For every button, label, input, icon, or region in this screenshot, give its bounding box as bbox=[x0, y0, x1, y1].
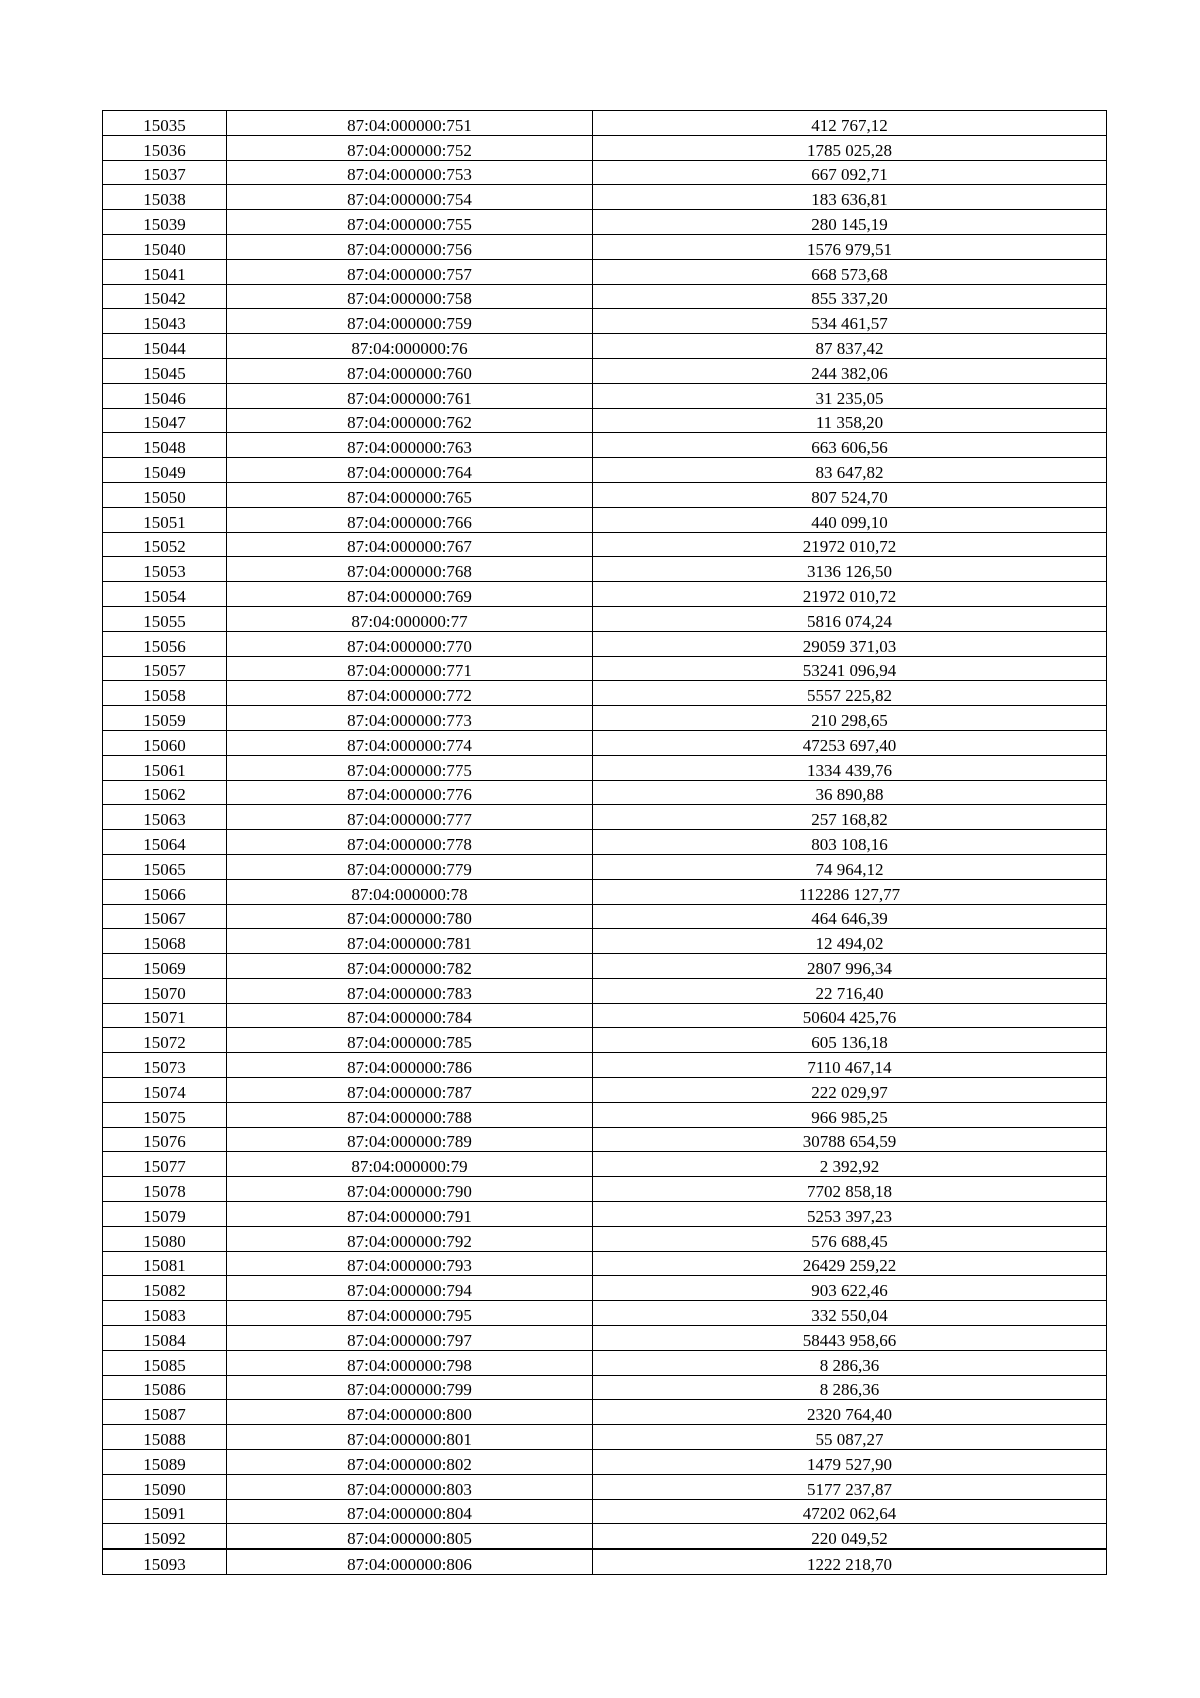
table-row bbox=[103, 111, 1107, 136]
cadastral-value-cell: 21972 010,72 bbox=[593, 532, 1107, 557]
cadastral-value-cell: 87 837,42 bbox=[593, 334, 1107, 359]
row-number-cell: 15067 bbox=[103, 904, 227, 929]
table-row bbox=[103, 334, 1107, 359]
cadastral-number-cell: 87:04:000000:780 bbox=[227, 904, 593, 929]
row-number-cell: 15065 bbox=[103, 854, 227, 879]
cadastral-value-cell: 5253 397,23 bbox=[593, 1202, 1107, 1227]
row-number-cell: 15074 bbox=[103, 1078, 227, 1103]
cadastral-value-cell: 36 890,88 bbox=[593, 780, 1107, 805]
table-row bbox=[103, 904, 1107, 929]
table-row bbox=[103, 1524, 1107, 1549]
cadastral-number-cell: 87:04:000000:764 bbox=[227, 458, 593, 483]
table-row bbox=[103, 978, 1107, 1003]
cadastral-value-cell: 8 286,36 bbox=[593, 1350, 1107, 1375]
row-number-cell: 15040 bbox=[103, 234, 227, 259]
table-row bbox=[103, 160, 1107, 185]
table-row bbox=[103, 1251, 1107, 1276]
row-number-cell: 15049 bbox=[103, 458, 227, 483]
cadastral-value-cell: 31 235,05 bbox=[593, 383, 1107, 408]
table-row bbox=[103, 879, 1107, 904]
row-number-cell: 15087 bbox=[103, 1400, 227, 1425]
cadastral-number-cell: 87:04:000000:758 bbox=[227, 284, 593, 309]
row-number-cell: 15061 bbox=[103, 755, 227, 780]
row-number-cell: 15082 bbox=[103, 1276, 227, 1301]
cadastral-number-cell: 87:04:000000:775 bbox=[227, 755, 593, 780]
row-number-cell: 15042 bbox=[103, 284, 227, 309]
row-number-cell: 15041 bbox=[103, 259, 227, 284]
cadastral-number-cell: 87:04:000000:773 bbox=[227, 706, 593, 731]
table-row bbox=[103, 557, 1107, 582]
row-number-cell: 15069 bbox=[103, 954, 227, 979]
cadastral-value-cell: 5177 237,87 bbox=[593, 1474, 1107, 1499]
cadastral-value-cell: 47253 697,40 bbox=[593, 730, 1107, 755]
cadastral-value-cell: 22 716,40 bbox=[593, 978, 1107, 1003]
cadastral-value-cell: 210 298,65 bbox=[593, 706, 1107, 731]
row-number-cell: 15045 bbox=[103, 358, 227, 383]
cadastral-number-cell: 87:04:000000:770 bbox=[227, 631, 593, 656]
cadastral-value-cell: 12 494,02 bbox=[593, 929, 1107, 954]
cadastral-value-cell: 332 550,04 bbox=[593, 1301, 1107, 1326]
table-row bbox=[103, 1102, 1107, 1127]
cadastral-value-cell: 855 337,20 bbox=[593, 284, 1107, 309]
cadastral-value-cell: 53241 096,94 bbox=[593, 656, 1107, 681]
cadastral-value-cell: 440 099,10 bbox=[593, 507, 1107, 532]
row-number-cell: 15063 bbox=[103, 805, 227, 830]
row-number-cell: 15073 bbox=[103, 1053, 227, 1078]
cadastral-number-cell: 87:04:000000:803 bbox=[227, 1474, 593, 1499]
cadastral-number-cell: 87:04:000000:769 bbox=[227, 582, 593, 607]
table-row bbox=[103, 309, 1107, 334]
table-row bbox=[103, 681, 1107, 706]
cadastral-number-cell: 87:04:000000:800 bbox=[227, 1400, 593, 1425]
table-row bbox=[103, 259, 1107, 284]
table-row bbox=[103, 433, 1107, 458]
table-row bbox=[103, 408, 1107, 433]
cadastral-value-cell: 29059 371,03 bbox=[593, 631, 1107, 656]
cadastral-number-cell: 87:04:000000:776 bbox=[227, 780, 593, 805]
cadastral-number-cell: 87:04:000000:755 bbox=[227, 210, 593, 235]
row-number-cell: 15048 bbox=[103, 433, 227, 458]
cadastral-value-cell: 21972 010,72 bbox=[593, 582, 1107, 607]
cadastral-value-cell: 1479 527,90 bbox=[593, 1450, 1107, 1475]
row-number-cell: 15046 bbox=[103, 383, 227, 408]
row-number-cell: 15037 bbox=[103, 160, 227, 185]
cadastral-value-cell: 222 029,97 bbox=[593, 1078, 1107, 1103]
row-number-cell: 15090 bbox=[103, 1474, 227, 1499]
cadastral-number-cell: 87:04:000000:79 bbox=[227, 1152, 593, 1177]
table-row bbox=[103, 706, 1107, 731]
cadastral-number-cell: 87:04:000000:785 bbox=[227, 1028, 593, 1053]
cadastral-value-cell: 7702 858,18 bbox=[593, 1177, 1107, 1202]
cadastral-value-cell: 74 964,12 bbox=[593, 854, 1107, 879]
cadastral-number-cell: 87:04:000000:784 bbox=[227, 1003, 593, 1028]
table-row bbox=[103, 929, 1107, 954]
row-number-cell: 15062 bbox=[103, 780, 227, 805]
row-number-cell: 15043 bbox=[103, 309, 227, 334]
table-row bbox=[103, 234, 1107, 259]
cadastral-number-cell: 87:04:000000:78 bbox=[227, 879, 593, 904]
cadastral-value-cell: 244 382,06 bbox=[593, 358, 1107, 383]
row-number-cell: 15068 bbox=[103, 929, 227, 954]
cadastral-number-cell: 87:04:000000:788 bbox=[227, 1102, 593, 1127]
row-number-cell: 15071 bbox=[103, 1003, 227, 1028]
cadastral-number-cell: 87:04:000000:778 bbox=[227, 830, 593, 855]
row-number-cell: 15051 bbox=[103, 507, 227, 532]
cadastral-number-cell: 87:04:000000:756 bbox=[227, 234, 593, 259]
row-number-cell: 15038 bbox=[103, 185, 227, 210]
cadastral-number-cell: 87:04:000000:765 bbox=[227, 482, 593, 507]
table-row bbox=[103, 1276, 1107, 1301]
cadastral-number-cell: 87:04:000000:759 bbox=[227, 309, 593, 334]
table-row bbox=[103, 135, 1107, 160]
table-row bbox=[103, 656, 1107, 681]
cadastral-number-cell: 87:04:000000:777 bbox=[227, 805, 593, 830]
row-number-cell: 15047 bbox=[103, 408, 227, 433]
cadastral-value-cell: 5816 074,24 bbox=[593, 606, 1107, 631]
cadastral-number-cell: 87:04:000000:805 bbox=[227, 1524, 593, 1549]
row-number-cell: 15077 bbox=[103, 1152, 227, 1177]
cadastral-number-cell: 87:04:000000:793 bbox=[227, 1251, 593, 1276]
table-row bbox=[103, 284, 1107, 309]
table-row bbox=[103, 383, 1107, 408]
cadastral-value-cell: 663 606,56 bbox=[593, 433, 1107, 458]
table-row bbox=[103, 185, 1107, 210]
cadastral-number-cell: 87:04:000000:806 bbox=[227, 1549, 593, 1574]
table-row bbox=[103, 805, 1107, 830]
row-number-cell: 15066 bbox=[103, 879, 227, 904]
cadastral-number-cell: 87:04:000000:763 bbox=[227, 433, 593, 458]
cadastral-number-cell: 87:04:000000:783 bbox=[227, 978, 593, 1003]
cadastral-number-cell: 87:04:000000:781 bbox=[227, 929, 593, 954]
cadastral-value-cell: 30788 654,59 bbox=[593, 1127, 1107, 1152]
cadastral-value-cell: 605 136,18 bbox=[593, 1028, 1107, 1053]
cadastral-value-cell: 966 985,25 bbox=[593, 1102, 1107, 1127]
cadastral-number-cell: 87:04:000000:757 bbox=[227, 259, 593, 284]
cadastral-number-cell: 87:04:000000:767 bbox=[227, 532, 593, 557]
cadastral-value-cell: 83 647,82 bbox=[593, 458, 1107, 483]
cadastral-number-cell: 87:04:000000:762 bbox=[227, 408, 593, 433]
row-number-cell: 15076 bbox=[103, 1127, 227, 1152]
cadastral-value-cell: 55 087,27 bbox=[593, 1425, 1107, 1450]
table-row bbox=[103, 1226, 1107, 1251]
table-row bbox=[103, 507, 1107, 532]
table-row bbox=[103, 830, 1107, 855]
row-number-cell: 15083 bbox=[103, 1301, 227, 1326]
row-number-cell: 15088 bbox=[103, 1425, 227, 1450]
table-row bbox=[103, 780, 1107, 805]
table-row bbox=[103, 1425, 1107, 1450]
row-number-cell: 15052 bbox=[103, 532, 227, 557]
cadastral-value-cell: 5557 225,82 bbox=[593, 681, 1107, 706]
cadastral-value-cell: 58443 958,66 bbox=[593, 1326, 1107, 1351]
table-row bbox=[103, 1152, 1107, 1177]
cadastral-value-cell: 280 145,19 bbox=[593, 210, 1107, 235]
cadastral-number-cell: 87:04:000000:791 bbox=[227, 1202, 593, 1227]
row-number-cell: 15039 bbox=[103, 210, 227, 235]
table-row bbox=[103, 755, 1107, 780]
cadastral-number-cell: 87:04:000000:753 bbox=[227, 160, 593, 185]
table-row bbox=[103, 1202, 1107, 1227]
cadastral-value-cell: 257 168,82 bbox=[593, 805, 1107, 830]
table-row bbox=[103, 1127, 1107, 1152]
cadastral-number-cell: 87:04:000000:761 bbox=[227, 383, 593, 408]
row-number-cell: 15050 bbox=[103, 482, 227, 507]
cadastral-value-cell: 807 524,70 bbox=[593, 482, 1107, 507]
cadastral-value-cell: 47202 062,64 bbox=[593, 1499, 1107, 1524]
row-number-cell: 15059 bbox=[103, 706, 227, 731]
row-number-cell: 15079 bbox=[103, 1202, 227, 1227]
row-number-cell: 15091 bbox=[103, 1499, 227, 1524]
cadastral-value-cell: 50604 425,76 bbox=[593, 1003, 1107, 1028]
cadastral-number-cell: 87:04:000000:797 bbox=[227, 1326, 593, 1351]
table-row bbox=[103, 532, 1107, 557]
cadastral-number-cell: 87:04:000000:794 bbox=[227, 1276, 593, 1301]
table-row bbox=[103, 1350, 1107, 1375]
table-row bbox=[103, 1028, 1107, 1053]
cadastral-number-cell: 87:04:000000:799 bbox=[227, 1375, 593, 1400]
table-row bbox=[103, 582, 1107, 607]
cadastral-value-cell: 576 688,45 bbox=[593, 1226, 1107, 1251]
table-row bbox=[103, 1549, 1107, 1574]
row-number-cell: 15036 bbox=[103, 135, 227, 160]
table-row bbox=[103, 854, 1107, 879]
cadastral-number-cell: 87:04:000000:779 bbox=[227, 854, 593, 879]
cadastral-number-cell: 87:04:000000:760 bbox=[227, 358, 593, 383]
row-number-cell: 15075 bbox=[103, 1102, 227, 1127]
cadastral-value-table bbox=[102, 110, 1107, 1575]
cadastral-number-cell: 87:04:000000:802 bbox=[227, 1450, 593, 1475]
cadastral-number-cell: 87:04:000000:768 bbox=[227, 557, 593, 582]
row-number-cell: 15060 bbox=[103, 730, 227, 755]
table-row bbox=[103, 1499, 1107, 1524]
cadastral-number-cell: 87:04:000000:772 bbox=[227, 681, 593, 706]
row-number-cell: 15053 bbox=[103, 557, 227, 582]
cadastral-number-cell: 87:04:000000:774 bbox=[227, 730, 593, 755]
cadastral-number-cell: 87:04:000000:795 bbox=[227, 1301, 593, 1326]
cadastral-number-cell: 87:04:000000:782 bbox=[227, 954, 593, 979]
cadastral-value-cell: 534 461,57 bbox=[593, 309, 1107, 334]
table-row bbox=[103, 358, 1107, 383]
table-row bbox=[103, 730, 1107, 755]
cadastral-number-cell: 87:04:000000:786 bbox=[227, 1053, 593, 1078]
row-number-cell: 15058 bbox=[103, 681, 227, 706]
cadastral-value-cell: 1222 218,70 bbox=[593, 1549, 1107, 1574]
cadastral-value-cell: 668 573,68 bbox=[593, 259, 1107, 284]
row-number-cell: 15086 bbox=[103, 1375, 227, 1400]
row-number-cell: 15070 bbox=[103, 978, 227, 1003]
table-body bbox=[103, 111, 1107, 1575]
table-row bbox=[103, 210, 1107, 235]
cadastral-value-cell: 183 636,81 bbox=[593, 185, 1107, 210]
table-row bbox=[103, 1078, 1107, 1103]
row-number-cell: 15072 bbox=[103, 1028, 227, 1053]
table-row bbox=[103, 482, 1107, 507]
cadastral-value-cell: 26429 259,22 bbox=[593, 1251, 1107, 1276]
cadastral-value-cell: 2 392,92 bbox=[593, 1152, 1107, 1177]
row-number-cell: 15080 bbox=[103, 1226, 227, 1251]
table-row bbox=[103, 631, 1107, 656]
cadastral-number-cell: 87:04:000000:76 bbox=[227, 334, 593, 359]
table-row bbox=[103, 1400, 1107, 1425]
row-number-cell: 15078 bbox=[103, 1177, 227, 1202]
cadastral-number-cell: 87:04:000000:751 bbox=[227, 111, 593, 136]
cadastral-value-cell: 1785 025,28 bbox=[593, 135, 1107, 160]
cadastral-value-cell: 220 049,52 bbox=[593, 1524, 1107, 1549]
cadastral-number-cell: 87:04:000000:771 bbox=[227, 656, 593, 681]
cadastral-value-cell: 1334 439,76 bbox=[593, 755, 1107, 780]
cadastral-value-cell: 2807 996,34 bbox=[593, 954, 1107, 979]
row-number-cell: 15092 bbox=[103, 1524, 227, 1549]
cadastral-number-cell: 87:04:000000:790 bbox=[227, 1177, 593, 1202]
row-number-cell: 15054 bbox=[103, 582, 227, 607]
table-row bbox=[103, 1326, 1107, 1351]
table-row bbox=[103, 1301, 1107, 1326]
table-row bbox=[103, 606, 1107, 631]
row-number-cell: 15044 bbox=[103, 334, 227, 359]
cadastral-value-cell: 7110 467,14 bbox=[593, 1053, 1107, 1078]
cadastral-value-cell: 112286 127,77 bbox=[593, 879, 1107, 904]
table-row bbox=[103, 1375, 1107, 1400]
row-number-cell: 15085 bbox=[103, 1350, 227, 1375]
cadastral-value-cell: 8 286,36 bbox=[593, 1375, 1107, 1400]
cadastral-value-cell: 1576 979,51 bbox=[593, 234, 1107, 259]
cadastral-value-cell: 903 622,46 bbox=[593, 1276, 1107, 1301]
row-number-cell: 15064 bbox=[103, 830, 227, 855]
cadastral-value-cell: 412 767,12 bbox=[593, 111, 1107, 136]
table-row bbox=[103, 1450, 1107, 1475]
row-number-cell: 15035 bbox=[103, 111, 227, 136]
cadastral-number-cell: 87:04:000000:77 bbox=[227, 606, 593, 631]
cadastral-number-cell: 87:04:000000:752 bbox=[227, 135, 593, 160]
cadastral-value-cell: 11 358,20 bbox=[593, 408, 1107, 433]
row-number-cell: 15056 bbox=[103, 631, 227, 656]
cadastral-number-cell: 87:04:000000:789 bbox=[227, 1127, 593, 1152]
cadastral-number-cell: 87:04:000000:798 bbox=[227, 1350, 593, 1375]
cadastral-number-cell: 87:04:000000:754 bbox=[227, 185, 593, 210]
table-row bbox=[103, 1003, 1107, 1028]
cadastral-value-cell: 464 646,39 bbox=[593, 904, 1107, 929]
row-number-cell: 15081 bbox=[103, 1251, 227, 1276]
table-row bbox=[103, 1053, 1107, 1078]
table-row bbox=[103, 1177, 1107, 1202]
row-number-cell: 15057 bbox=[103, 656, 227, 681]
cadastral-value-cell: 667 092,71 bbox=[593, 160, 1107, 185]
cadastral-number-cell: 87:04:000000:792 bbox=[227, 1226, 593, 1251]
row-number-cell: 15093 bbox=[103, 1549, 227, 1574]
cadastral-number-cell: 87:04:000000:766 bbox=[227, 507, 593, 532]
cadastral-number-cell: 87:04:000000:804 bbox=[227, 1499, 593, 1524]
cadastral-value-cell: 803 108,16 bbox=[593, 830, 1107, 855]
row-number-cell: 15055 bbox=[103, 606, 227, 631]
row-number-cell: 15084 bbox=[103, 1326, 227, 1351]
cadastral-value-cell: 2320 764,40 bbox=[593, 1400, 1107, 1425]
cadastral-value-cell: 3136 126,50 bbox=[593, 557, 1107, 582]
row-number-cell: 15089 bbox=[103, 1450, 227, 1475]
table-row bbox=[103, 1474, 1107, 1499]
cadastral-number-cell: 87:04:000000:787 bbox=[227, 1078, 593, 1103]
table-row bbox=[103, 458, 1107, 483]
table-row bbox=[103, 954, 1107, 979]
cadastral-number-cell: 87:04:000000:801 bbox=[227, 1425, 593, 1450]
